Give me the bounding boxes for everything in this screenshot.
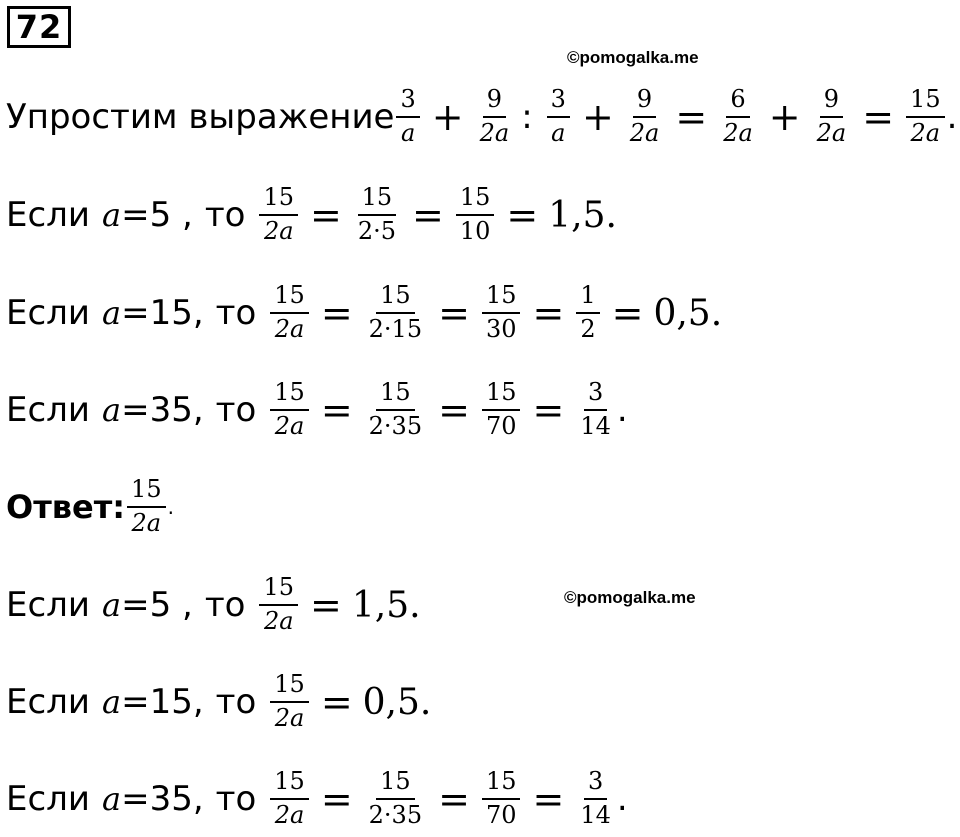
fraction: $\frac{15}{2\cdot 35}$ <box>368 767 423 829</box>
watermark-top: ©pomogalka.me <box>567 48 699 67</box>
watermark-middle: ©pomogalka.me <box>564 588 696 607</box>
result-value: 1,5. <box>548 194 617 236</box>
fraction: $\frac{15}{30}$ <box>482 282 521 343</box>
result-value: 1,5. <box>351 584 421 626</box>
fraction: $\frac{15}{2\cdot 15}$ <box>368 281 423 343</box>
fraction: $\frac{3}{14}$ <box>580 767 611 829</box>
fraction: $\frac{3}{a}$ <box>396 86 419 147</box>
fraction: $\frac{15}{70}$ <box>482 379 521 440</box>
fraction: $\frac{15}{70}$ <box>482 768 521 829</box>
simplify-intro: Упростим выражение <box>6 97 395 137</box>
fraction: $\frac{9}{2a}$ <box>629 85 660 147</box>
fraction: $\frac{15}{2a}$ <box>259 184 298 245</box>
summary-a35-line: Если a =35, то $\frac{15}{2a}$ = $\frac{15}{2\cdot 35}$ = $\frac{15}{70}$ = $\frac{3}{14}$ . <box>6 767 628 829</box>
case-a35-line: Если a =35, то $\frac{15}{2a}$ = $\frac{15}{2\cdot 35}$ = $\frac{15}{70}$ = $\frac{3}{14}$ . <box>6 378 628 440</box>
answer-label: Ответ: <box>6 488 126 526</box>
fraction: $\frac{15}{2a}$ <box>270 282 309 343</box>
fraction: $\frac{15}{2\cdot 5}$ <box>357 183 397 245</box>
plus-sign: + <box>581 95 614 139</box>
fraction: $\frac{9}{2a}$ <box>816 85 847 147</box>
answer-fraction: $\frac{15}{2a}$ <box>127 476 166 537</box>
fraction: $\frac{1}{2}$ <box>576 282 599 343</box>
equals-sign: = <box>862 95 895 139</box>
plus-sign: + <box>431 95 464 139</box>
fraction: $\frac{9}{2a}$ <box>479 85 510 147</box>
result-value: 0,5. <box>653 292 723 334</box>
fraction: $\frac{3}{14}$ <box>580 378 611 440</box>
fraction: $\frac{3}{a}$ <box>547 86 570 147</box>
answer-line: Ответ: $\frac{15}{2a}$ . <box>6 475 174 537</box>
fraction: $\frac{15}{2\cdot 35}$ <box>368 378 423 440</box>
fraction: $\frac{6}{2a}$ <box>723 85 753 147</box>
case-a15-line: Если a =15, то $\frac{15}{2a}$ = $\frac{15}{2\cdot 15}$ = $\frac{15}{30}$ = $\frac{1}{2}$ = 0,5. <box>6 281 723 343</box>
fraction: $\frac{15}{10}$ <box>456 184 495 245</box>
fraction: $\frac{15}{2a}$ <box>270 768 309 829</box>
simplify-line: Упростим выражение $\frac{3}{a}$ + $\frac{9}{2a}$ : $\frac{3}{a}$ + $\frac{9}{2a}$ = $\frac{6}{2a}$ + $\frac{9}{2a}$ = $\frac{15}{2a}$ . <box>6 85 958 147</box>
case-a5-line: Если a =5 , то $\frac{15}{2a}$ = $\frac{15}{2\cdot 5}$ = $\frac{15}{10}$ = 1,5. <box>6 183 617 245</box>
result-value: 0,5. <box>362 681 432 723</box>
summary-a15-line: Если a =15, то $\frac{15}{2a}$ = 0,5. <box>6 670 432 732</box>
plus-sign: + <box>768 95 801 139</box>
task-number-badge: 72 <box>7 6 71 48</box>
fraction: $\frac{15}{2a}$ <box>259 574 298 635</box>
equals-sign: = <box>675 95 708 139</box>
fraction: $\frac{15}{2a}$ <box>906 86 945 147</box>
summary-a5-line: Если a =5 , то $\frac{15}{2a}$ = 1,5. <box>6 573 421 635</box>
colon: : <box>521 97 533 137</box>
fraction: $\frac{15}{2a}$ <box>270 671 309 732</box>
fraction: $\frac{15}{2a}$ <box>270 379 309 440</box>
